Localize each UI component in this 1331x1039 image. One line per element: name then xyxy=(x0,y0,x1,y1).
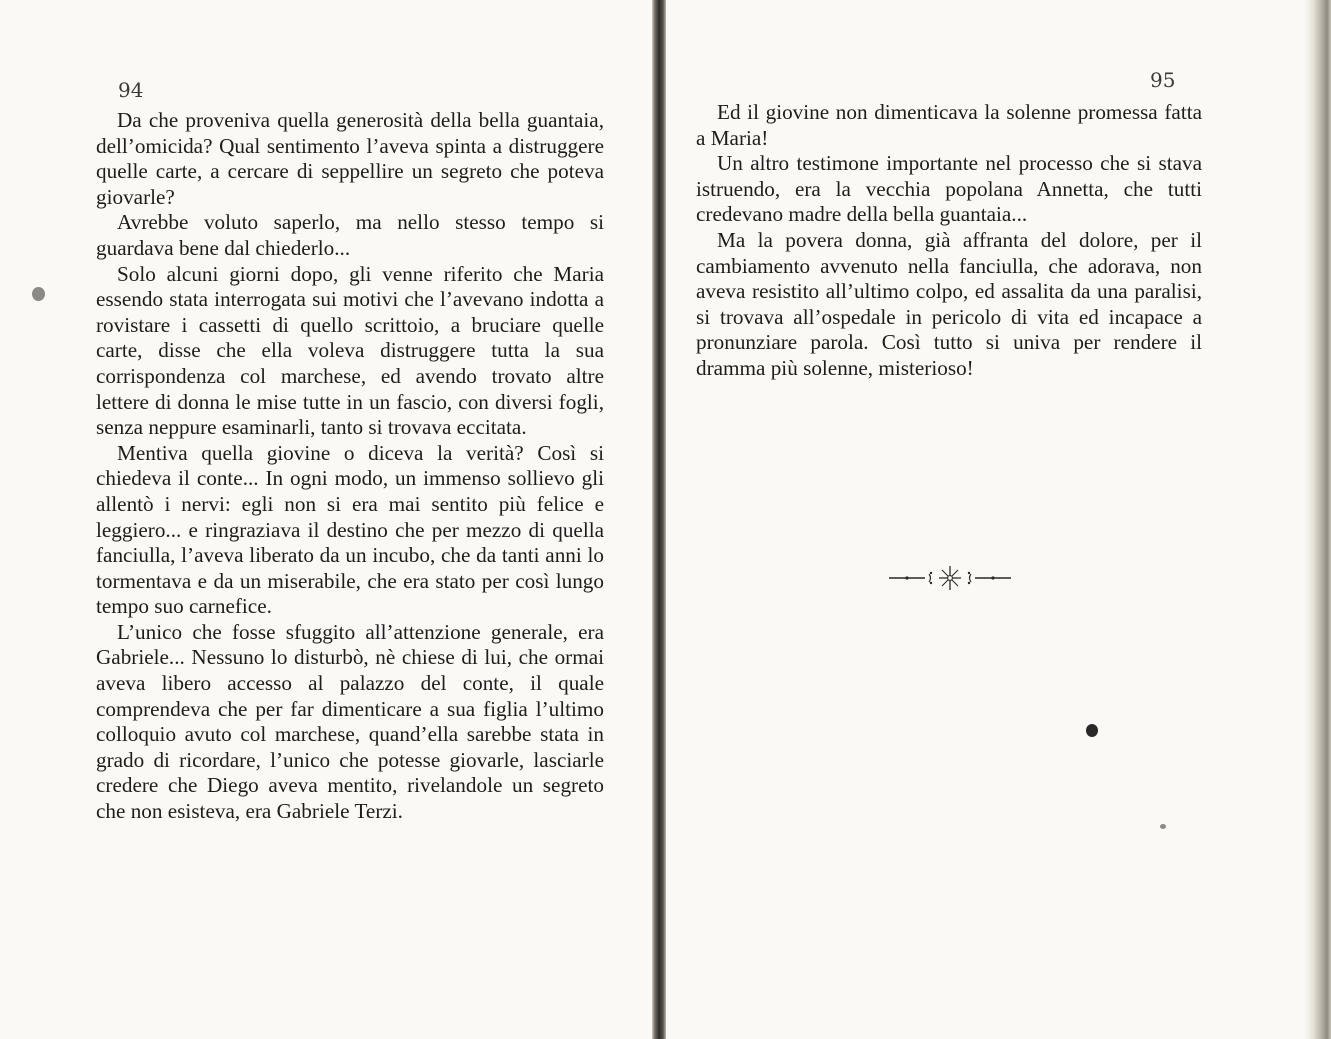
paragraph: Da che proveniva quella generosità della bella guantaia, dell’omicida? Qual sentimento l’aveva spinta a distruggere quelle carte, a cercare di seppellire un segreto che poteva giovarle? xyxy=(96,108,604,209)
paragraph: Un altro testimone importante nel processo che si stava istruendo, era la vecchia popolana Annetta, che tutti credevano madre della bella guantaia... xyxy=(696,151,1202,227)
paragraph: Mentiva quella giovine o diceva la verità? Così si chiedeva il conte... In ogni modo, un immenso sollievo gli allentò i nervi: egli non si era mai sentito più felice e leggiero... e ringraziava il destino che per mezzo di quella fanciulla, l’aveva liberato da un incubo, che da tanti anni lo tormentava e da un miserabile, che era stato per così lungo tempo suo carnefice. xyxy=(96,440,604,619)
paragraph: Avrebbe voluto saperlo, ma nello stesso tempo si guardava bene dal chiederlo... xyxy=(96,210,604,260)
book-gutter xyxy=(652,0,666,1039)
fleuron-divider-icon xyxy=(887,563,1013,593)
page-number-left: 94 xyxy=(118,78,144,102)
paragraph: L’unico che fosse sfuggito all’attenzione generale, era Gabriele... Nessuno lo disturbò, nè chiese di lui, che ormai aveva libero accesso al palazzo del conte, il quale comprendeva che per far dimenticare a sua figlia l’ultimo colloquio avuto col marchese, quand’ella sarebbe stata in grado di ricordare, l’unico che potesse giovarle, lasciarle credere che Diego aveva mentito, rivelandole un segreto che non esisteva, era Gabriele Terzi. xyxy=(96,619,604,824)
right-page xyxy=(666,0,1331,1039)
paragraph: Ed il giovine non dimenticava la solenne promessa fatta a Maria! xyxy=(696,100,1202,150)
page-number-right: 95 xyxy=(1150,68,1176,92)
left-page xyxy=(0,0,652,1039)
right-page-text xyxy=(696,100,1202,382)
book-edge xyxy=(1305,0,1331,1039)
paragraph: Solo alcuni giorni dopo, gli venne riferito che Maria essendo stata interrogata sui motivi che l’avevano indotta a rovistare i cassetti di quello scrittoio, a bruciare quelle carte, disse che ella voleva distruggere tutta la sua corrispondenza col marchese, ed avendo trovato altre lettere di donna le mise tutte in un fascio, con diversi fogli, senza neppure esaminarli, tanto si trovava eccitata. xyxy=(96,261,604,440)
paragraph: Ma la povera donna, già affranta del dolore, per il cambiamento avvenuto nella fanciulla, che adorava, non aveva resistito all’ultimo colpo, ed assalita da una paralisi, si trovava all’ospedale in pericolo di vita ed incapace a pronunziare parola. Così tutto si univa per rendere il dramma più solenne, misterioso! xyxy=(696,227,1202,380)
left-page-text xyxy=(96,108,604,825)
paper-blemish xyxy=(32,287,45,301)
paper-blemish xyxy=(1086,724,1098,737)
paper-blemish xyxy=(1160,824,1166,829)
